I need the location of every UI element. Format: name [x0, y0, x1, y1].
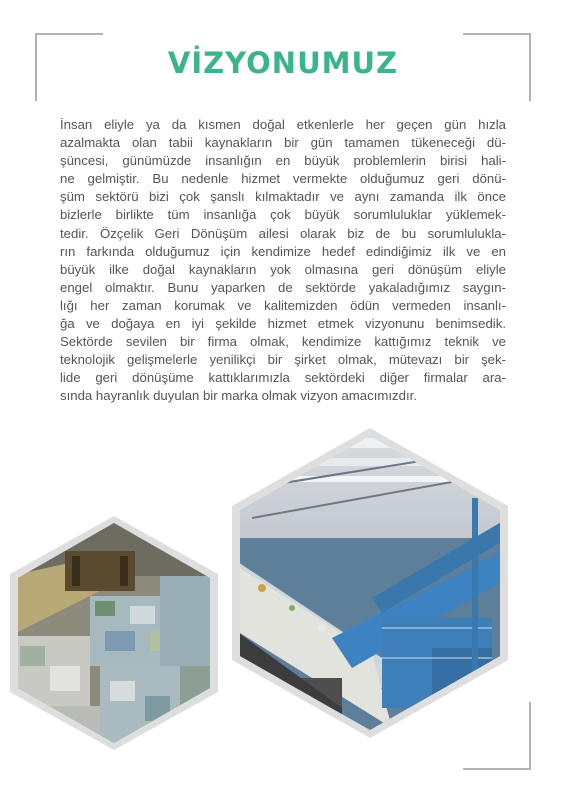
paragraph-line: rın farkında olduğumuz için kendimize hedef edindiğimiz ilk ve en	[60, 243, 506, 259]
paragraph-line: lığı her zaman korumak ve kalitemizden ödün vermeden insanlı-	[60, 297, 506, 313]
recycling-facility-image	[232, 428, 508, 738]
frame-corner-top-left-h	[35, 33, 103, 35]
paragraph-line: şüncesi, günümüzde insanlığın en büyük problemlerin birisi hali-	[60, 153, 506, 169]
frame-corner-bottom-right-v	[529, 702, 531, 770]
paragraph-line last: sında hayranlık duyulan bir marka olmak vizyon amacımızdır.	[60, 388, 417, 404]
paragraph-line: tedir. Özçelik Geri Dönüşüm ailesi olarak biz de bu sorumlulukla-	[60, 225, 506, 241]
paragraph-line: İnsan eliyle ya da kısmen doğal etkenlerle her geçen gün hızla	[60, 117, 506, 132]
paragraph-line: ğa ve doğaya en iyi şekilde hizmet etmek vizyonunu benimsedik.	[60, 316, 506, 332]
paragraph-line: büyük ilke doğal kaynakların yok olmasına geri dönüşüm eliyle	[60, 261, 506, 277]
paragraph-line: lide geri dönüşüme kattıklarımızla sektördeki diğer firmalar ara-	[60, 370, 506, 386]
paragraph-line: ne gelmiştir. Bu nedenle hizmet vermekte olduğumuz geri dönü-	[60, 171, 506, 187]
page-title: VİZYONUMUZ	[167, 46, 399, 80]
vision-paragraph	[60, 116, 506, 406]
frame-corner-top-right-h	[463, 33, 531, 35]
paragraph-line: Sektörde sevilen bir firma olmak, kendimize kattığımız teknik ve	[60, 334, 506, 350]
paragraph-line: azalmakta olan tabii kaynakların bir gün tamamen tükeneceği dü-	[60, 135, 506, 151]
paragraph-line: şüm sektörü bizi çok şanslı kılmaktadır ve aynı zamanda ilk önce	[60, 189, 506, 205]
paragraph-line: teknolojik gelişmelerle yenilikçi bir şirket olmak, mütevazı bir şek-	[60, 352, 506, 368]
paragraph-line: bizlerle birlikte tüm insanlığa çok büyük sorumluluklar yüklemek-	[60, 207, 506, 223]
frame-corner-bottom-right-h	[463, 768, 531, 770]
plastic-bales-image	[10, 516, 218, 750]
paragraph-line: engel olmaktır. Bunu yaparken de sektörde yakaladığımız saygın-	[60, 279, 506, 295]
